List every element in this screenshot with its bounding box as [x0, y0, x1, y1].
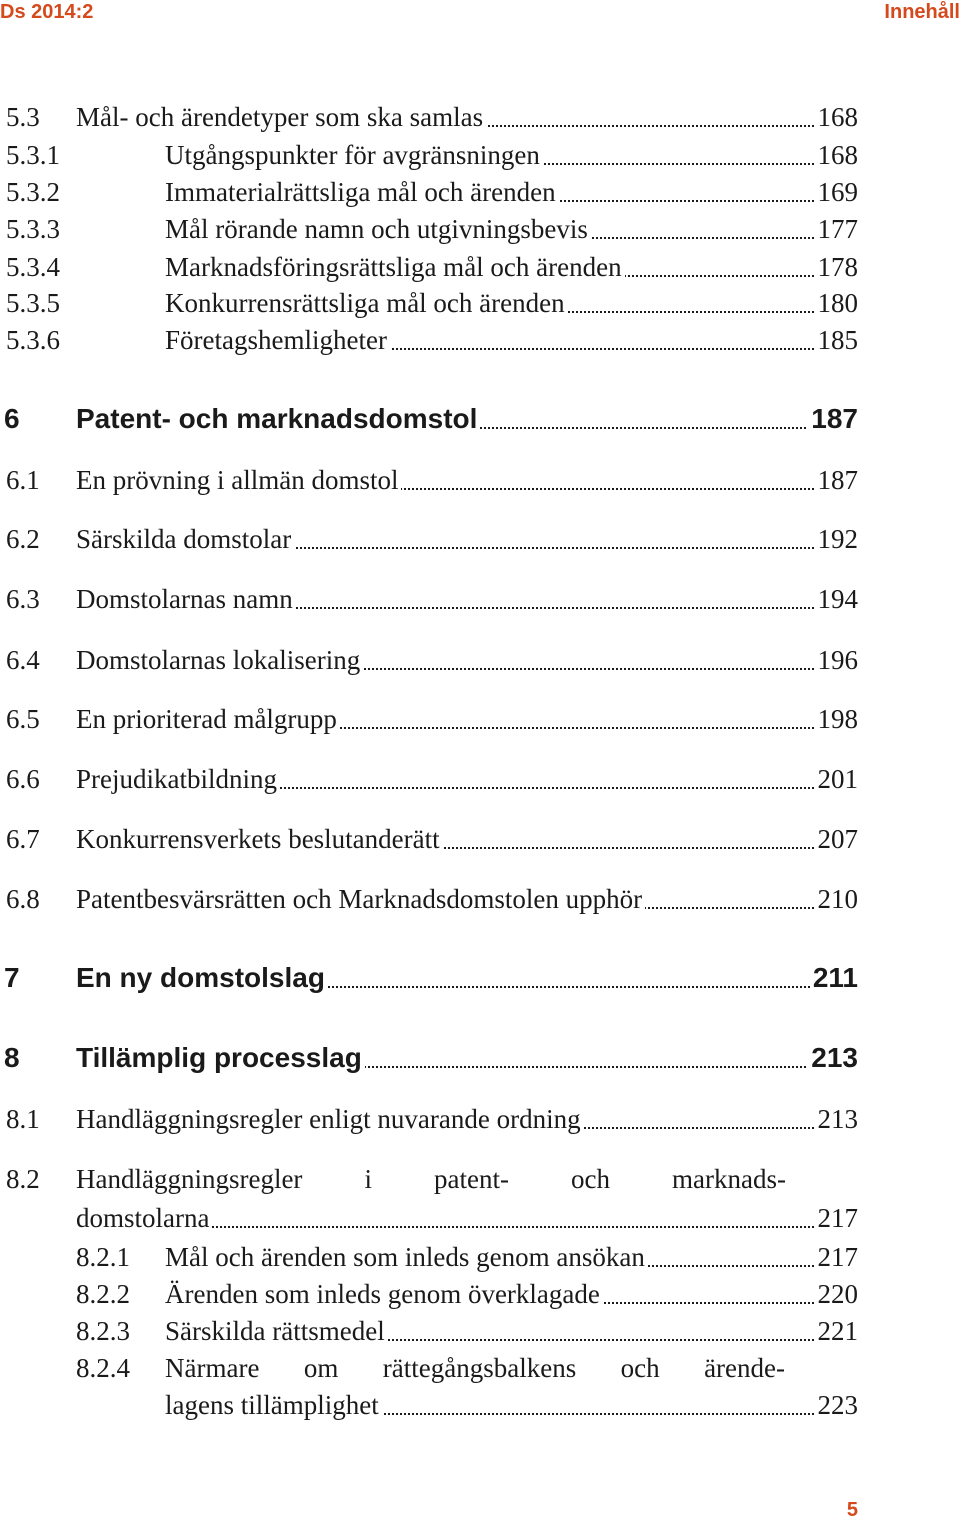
toc-chapter-entry[interactable]	[0, 401, 858, 437]
toc-entry-number: 5.3.6	[6, 325, 60, 355]
toc-entry-title: Marknadsföringsrättsliga mål och ärenden	[165, 249, 625, 285]
toc-entry-page: 221	[815, 1313, 859, 1349]
toc-entry-page: 220	[815, 1276, 859, 1312]
title-word: och	[571, 1164, 610, 1194]
toc-entry[interactable]	[0, 322, 858, 358]
toc-entry-title: Mål- och ärendetyper som ska samlas	[76, 99, 486, 135]
toc-entry-number: 8.2.4	[76, 1353, 130, 1383]
toc-entry-title: Konkurrensverkets beslutanderätt	[76, 821, 443, 857]
toc-entry-page: 185	[815, 322, 859, 358]
toc-entry-number: 8.2.1	[76, 1242, 130, 1272]
title-word: ärende-	[704, 1353, 785, 1383]
toc-entry-page: 196	[815, 642, 859, 678]
toc-chapter-entry[interactable]	[0, 960, 858, 996]
toc-entry-number: 6.3	[6, 584, 40, 614]
toc-entry-title: Mål och ärenden som inleds genom ansökan	[165, 1239, 648, 1275]
toc-entry-title: Särskilda domstolar	[76, 521, 294, 557]
toc-entry-title: Handläggningsregler enligt nuvarande ordning	[76, 1101, 584, 1137]
toc-entry-number: 8.2.3	[76, 1316, 130, 1346]
toc-chapter-title: En ny domstolslag	[76, 960, 328, 996]
toc-entry-title: Domstolarnas namn	[76, 581, 296, 617]
toc-entry[interactable]	[0, 174, 858, 210]
toc-chapter-number: 6	[4, 403, 20, 434]
toc-entry-title: Ärenden som inleds genom överklagade	[165, 1276, 603, 1312]
toc-entry-title: En prioriterad målgrupp	[76, 701, 340, 737]
title-word: Närmare	[165, 1353, 260, 1383]
toc-entry-title: Konkurrensrättsliga mål och ärenden	[165, 285, 568, 321]
toc-entry[interactable]	[0, 881, 858, 917]
toc-entry[interactable]	[0, 761, 858, 797]
toc-entry[interactable]	[0, 642, 858, 678]
toc-entry-title: Företagshemligheter	[165, 322, 390, 358]
toc-entry[interactable]	[0, 1101, 858, 1137]
toc-entry-title-line1	[76, 1161, 786, 1197]
toc-entry[interactable]	[0, 1387, 858, 1423]
toc-chapter-entry[interactable]	[0, 1040, 858, 1076]
toc-chapter-page: 213	[808, 1040, 858, 1076]
toc-entry-title: Utgångspunkter för avgränsningen	[165, 137, 543, 173]
toc-entry[interactable]	[0, 99, 858, 135]
toc-entry[interactable]	[0, 521, 858, 557]
toc-entry-page: 180	[815, 285, 859, 321]
title-word: i	[364, 1164, 372, 1194]
toc-entry-number: 5.3.1	[6, 140, 60, 170]
toc-entry-page: 207	[815, 821, 859, 857]
toc-entry-number: 8.2	[6, 1164, 40, 1194]
title-word: Handläggningsregler	[76, 1164, 303, 1194]
toc-entry-page: 217	[815, 1200, 859, 1236]
toc-entry-number: 5.3.4	[6, 252, 60, 282]
toc-entry[interactable]	[0, 211, 858, 247]
toc-entry-number: 6.1	[6, 465, 40, 495]
toc-entry-number: 6.4	[6, 645, 40, 675]
title-word: patent-	[434, 1164, 509, 1194]
toc-entry-page: 192	[815, 521, 859, 557]
toc-entry[interactable]	[0, 1313, 858, 1349]
toc-entry-number: 6.5	[6, 704, 40, 734]
toc-entry-title: Immaterialrättsliga mål och ärenden	[165, 174, 559, 210]
toc-entry-number: 5.3.3	[6, 214, 60, 244]
title-word: rättegångsbalkens	[382, 1353, 577, 1383]
toc-entry-title: Patentbesvärsrätten och Marknadsdomstolen upphör	[76, 881, 645, 917]
toc-chapter-number: 7	[4, 962, 20, 993]
toc-entry-title: Prejudikatbildning	[76, 761, 280, 797]
toc-entry-number: 6.7	[6, 824, 40, 854]
toc-entry-number: 6.6	[6, 764, 40, 794]
title-word: om	[303, 1353, 339, 1383]
toc-entry-page: 168	[815, 137, 859, 173]
toc-entry[interactable]	[0, 137, 858, 173]
toc-entry-title: Särskilda rättsmedel	[165, 1313, 388, 1349]
toc-entry-page: 187	[815, 462, 859, 498]
toc-entry-number: 5.3.5	[6, 288, 60, 318]
running-header-right: Innehåll	[884, 1, 960, 23]
toc-entry-number: 8.2.2	[76, 1279, 130, 1309]
toc-entry[interactable]	[0, 462, 858, 498]
toc-entry-page: 178	[815, 249, 859, 285]
toc-entry-title: En prövning i allmän domstol	[76, 462, 401, 498]
toc-entry-title: Domstolarnas lokalisering	[76, 642, 363, 678]
title-word: marknads-	[672, 1164, 786, 1194]
toc-entry-number: 8.1	[6, 1104, 40, 1134]
toc-entry-page: 223	[815, 1387, 859, 1423]
toc-entry[interactable]	[0, 1276, 858, 1312]
toc-entry-number: 6.8	[6, 884, 40, 914]
toc-chapter-page: 187	[808, 401, 858, 437]
toc-entry-page: 177	[815, 211, 859, 247]
title-word: och	[620, 1353, 660, 1383]
page-number: 5	[846, 1499, 858, 1521]
toc-entry-number: 5.3	[6, 102, 40, 132]
toc-entry-page: 217	[815, 1239, 859, 1275]
toc-chapter-title: Patent- och marknadsdomstol	[76, 401, 480, 437]
toc-entry-title-line1	[165, 1350, 785, 1386]
running-header-left: Ds 2014:2	[0, 1, 94, 23]
toc-entry-number: 6.2	[6, 524, 40, 554]
toc-entry[interactable]	[0, 249, 858, 285]
toc-entry-page: 194	[815, 581, 859, 617]
toc-chapter-number: 8	[4, 1042, 20, 1073]
toc-entry[interactable]	[0, 1200, 858, 1236]
toc-entry-title-line2: domstolarna	[76, 1200, 212, 1236]
toc-entry-page: 213	[815, 1101, 859, 1137]
toc-entry-number: 5.3.2	[6, 177, 60, 207]
toc-entry-title-line2: lagens tillämplighet	[165, 1387, 382, 1423]
toc-entry-page: 201	[815, 761, 859, 797]
toc-entry-title: Mål rörande namn och utgivningsbevis	[165, 211, 591, 247]
toc-chapter-title: Tillämplig processlag	[76, 1040, 365, 1076]
toc-entry[interactable]	[0, 581, 858, 617]
toc-entry-page: 210	[815, 881, 859, 917]
toc-entry-page: 169	[815, 174, 859, 210]
toc-entry[interactable]	[0, 821, 858, 857]
toc-entry-page: 168	[815, 99, 859, 135]
toc-chapter-page: 211	[810, 960, 858, 996]
toc-entry[interactable]	[0, 1239, 858, 1275]
toc-entry-page: 198	[815, 701, 859, 737]
toc-entry[interactable]	[0, 701, 858, 737]
toc-entry[interactable]	[0, 285, 858, 321]
